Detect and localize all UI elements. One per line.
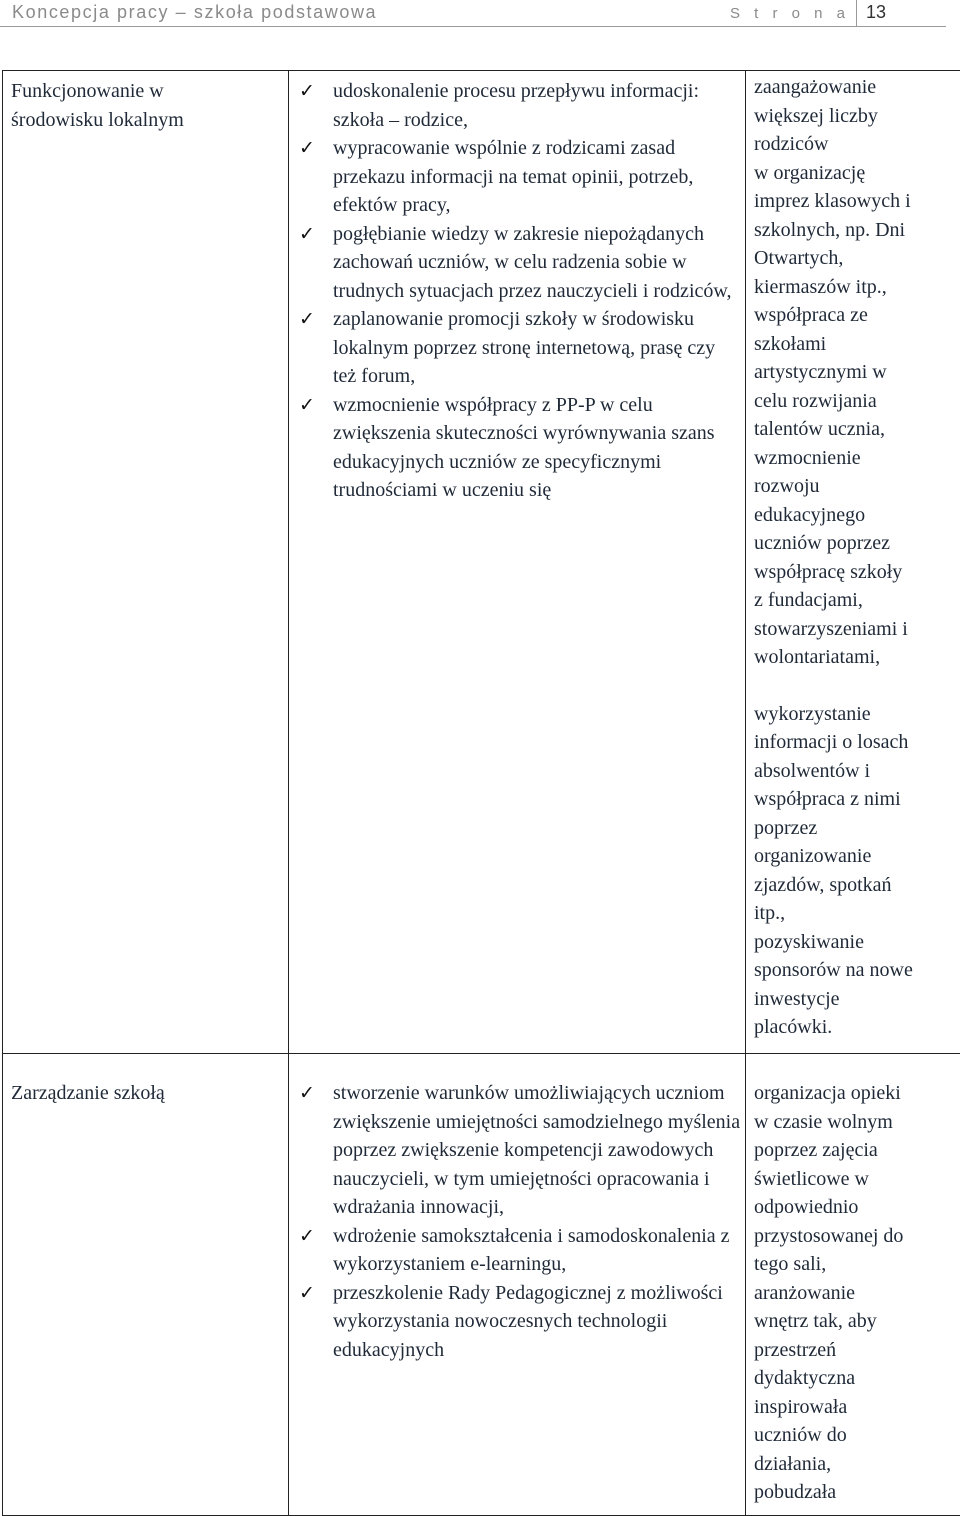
actions-block: [746, 1054, 960, 1515]
actions-cell: [746, 71, 960, 1054]
checkmark-icon: ✓: [299, 1279, 315, 1308]
checkmark-icon: ✓: [299, 305, 315, 334]
page-number: 13: [866, 2, 886, 23]
header-rule: [0, 26, 946, 27]
checkmark-icon: ✓: [299, 77, 315, 106]
checkmark-icon: ✓: [299, 220, 315, 249]
list-item: ✓ wypracowanie wspólnie z rodzicami zasad przekazu informacji na temat opinii, potrzeb, efektów pracy,: [289, 134, 741, 220]
action-paragraph: organizacja opieki w czasie wolnym poprzez zajęcia świetlicowe w odpowiednio przystosowanej do tego sali, aranżowanie wnętrz tak, aby przestrzeń dydaktyczna inspirowała uczniów do działania, pobudzała: [754, 1079, 956, 1507]
list-item: ✓ wdrożenie samokształcenia i samodoskonalenia z wykorzystaniem e-learningu,: [289, 1222, 741, 1279]
page-label: S t r o n a: [730, 5, 850, 22]
action-paragraph: zaangażowanie większej liczby rodziców w organizację imprez klasowych i szkolnych, np. Dni Otwartych, kiermaszów itp., współpraca ze szkołami artystycznymi w celu rozwijania talentów ucznia, wzmocnienie rozwoju edukacyjnego uczniów poprzez współpracę szkoły z fundacjami, stowarzyszeniami i wolontariatami,: [754, 73, 956, 672]
area-cell: [3, 1054, 289, 1516]
area-label: Funkcjonowanie w środowisku lokalnym: [3, 71, 288, 134]
table-row: [3, 71, 960, 1054]
list-item: ✓ zaplanowanie promocji szkoły w środowisku lokalnym poprzez stronę internetową, prasę czy też forum,: [289, 305, 741, 391]
checkmark-icon: ✓: [299, 134, 315, 163]
list-item: ✓ udoskonalenie procesu przepływu informacji: szkoła – rodzice,: [289, 77, 741, 134]
goals-cell: [289, 71, 746, 1054]
header-separator: [856, 0, 857, 26]
goals-cell: [289, 1054, 746, 1516]
area-cell: [3, 71, 289, 1054]
list-item: ✓ stworzenie warunków umożliwiających uczniom zwiększenie umiejętności samodzielnego myślenia poprzez zwiększenie kompetencji zawodowych nauczycieli, w tym umiejętności opracowania i wdrażania innowacji,: [289, 1079, 741, 1222]
list-item: ✓ pogłębianie wiedzy w zakresie niepożądanych zachowań uczniów, w celu radzenia sobie w trudnych sytuacjach przez nauczycieli i rodziców,: [289, 220, 741, 306]
list-item: ✓ przeszkolenie Rady Pedagogicznej z możliwości wykorzystania nowoczesnych technologii edukacyjnych: [289, 1279, 741, 1365]
actions-cell: [746, 1054, 960, 1516]
action-paragraph: wykorzystanie informacji o losach absolwentów i współpraca z nimi poprzez organizowanie zjazdów, spotkań itp., pozyskiwanie sponsorów na nowe inwestycje placówki.: [754, 700, 956, 1042]
goals-list: [289, 71, 745, 505]
goals-list: [289, 1054, 745, 1364]
checkmark-icon: ✓: [299, 1079, 315, 1108]
checkmark-icon: ✓: [299, 391, 315, 420]
list-item: ✓ wzmocnienie współpracy z PP-P w celu zwiększenia skuteczności wyrównywania szans edukacyjnych uczniów ze specyficznymi trudnościami w uczeniu się: [289, 391, 741, 505]
document-title: Koncepcja pracy – szkoła podstawowa: [12, 2, 377, 23]
page-header: [0, 0, 960, 40]
checkmark-icon: ✓: [299, 1222, 315, 1251]
area-label: Zarządzanie szkołą: [3, 1054, 288, 1108]
concept-table: [2, 70, 960, 1516]
actions-block: [746, 71, 960, 1050]
table-row: [3, 1054, 960, 1516]
